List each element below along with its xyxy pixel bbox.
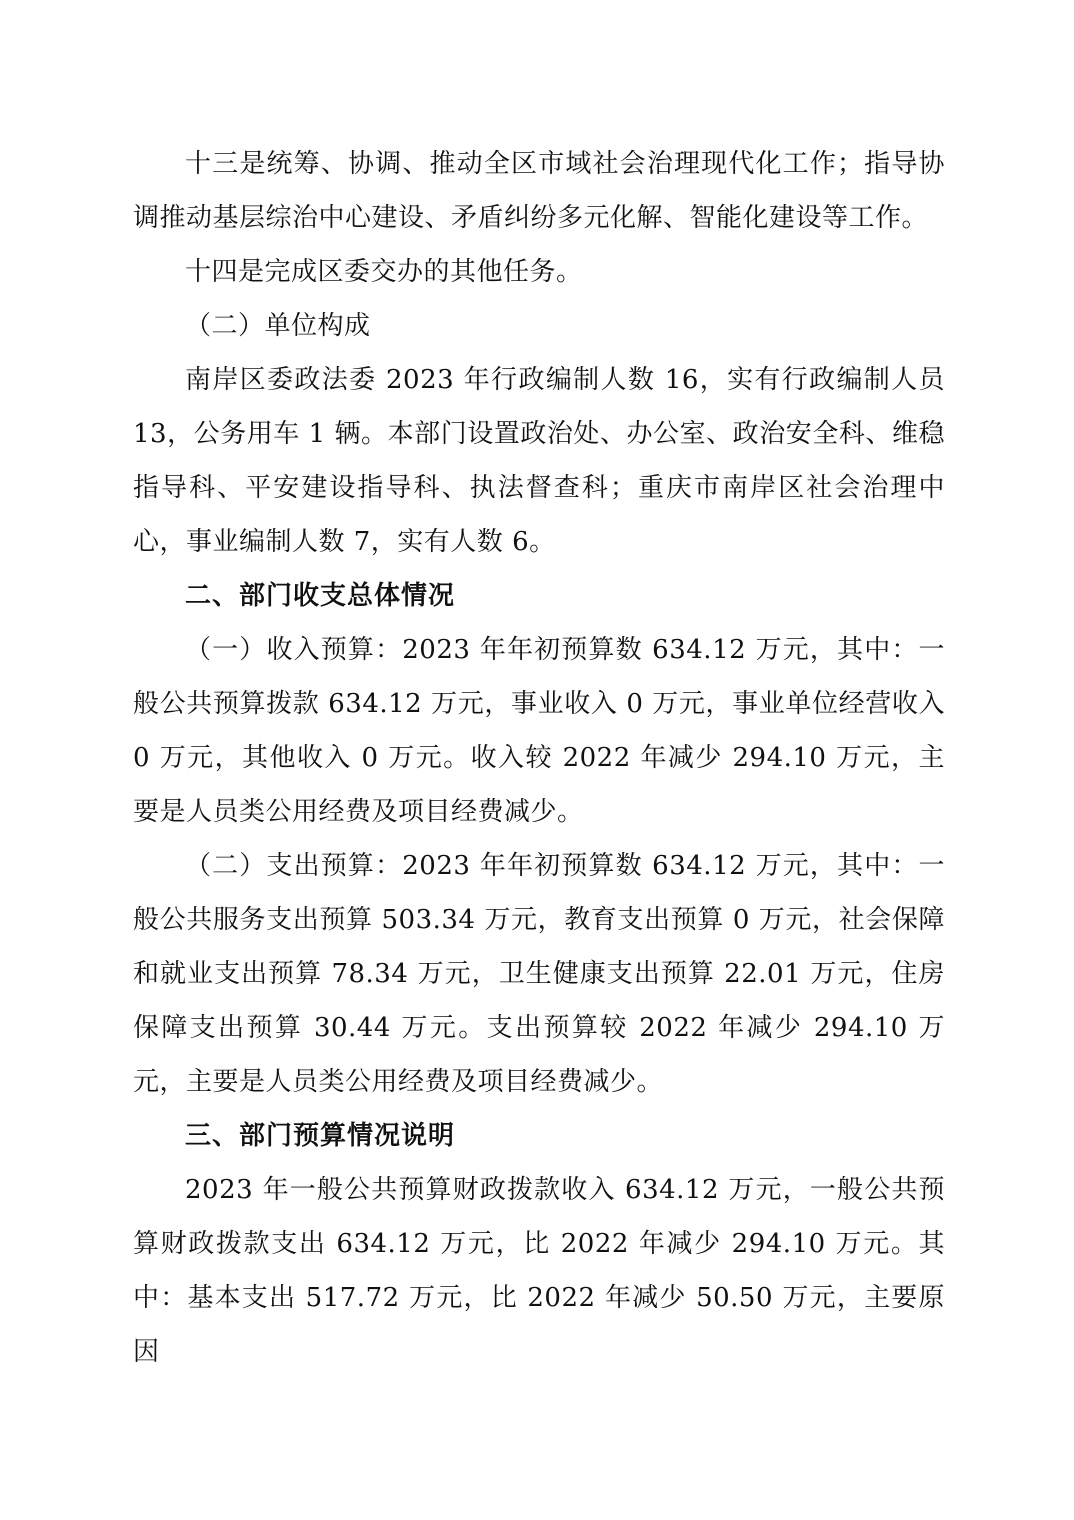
paragraph-budget-explanation: 2023 年一般公共预算财政拨款收入 634.12 万元，一般公共预算财政拨款支出 634.12 万元，比 2022 年减少 294.10 万元。其中：基本支出 517.72 万元，比 2022 年减少 50.50 万元，主要原因 [133,1175,945,1367]
paragraph-task-13: 十三是统筹、协调、推动全区市域社会治理现代化工作；指导协调推动基层综治中心建设、矛盾纠纷多元化解、智能化建设等工作。 [133,149,945,233]
document-body [133,137,945,1379]
paragraph-expenditure-budget: （二）支出预算：2023 年年初预算数 634.12 万元，其中：一般公共服务支出预算 503.34 万元，教育支出预算 0 万元，社会保障和就业支出预算 78.34 万元，卫生健康支出预算 22.01 万元，住房保障支出预算 30.44 万元。支出预算较 2022 年减少 294.10 万元，主要是人员类公用经费及项目经费减少。 [133,851,945,1097]
section-heading-budget-explanation: 三、部门预算情况说明 [185,1121,456,1151]
subheading-unit-composition: （二）单位构成 [185,311,371,341]
paragraph-task-14: 十四是完成区委交办的其他任务。 [185,257,583,287]
paragraph-unit-composition: 南岸区委政法委 2023 年行政编制人数 16，实有行政编制人员 13，公务用车 1 辆。本部门设置政治处、办公室、政治安全科、维稳指导科、平安建设指导科、执法督查科；重庆市南岸区社会治理中心，事业编制人数 7，实有人数 6。 [133,365,945,557]
paragraph-revenue-budget: （一）收入预算：2023 年年初预算数 634.12 万元，其中：一般公共预算拨款 634.12 万元，事业收入 0 万元，事业单位经营收入 0 万元，其他收入 0 万元。收入较 2022 年减少 294.10 万元，主要是人员类公用经费及项目经费减少。 [133,635,945,827]
section-heading-revenue-expenditure: 二、部门收支总体情况 [185,581,456,611]
